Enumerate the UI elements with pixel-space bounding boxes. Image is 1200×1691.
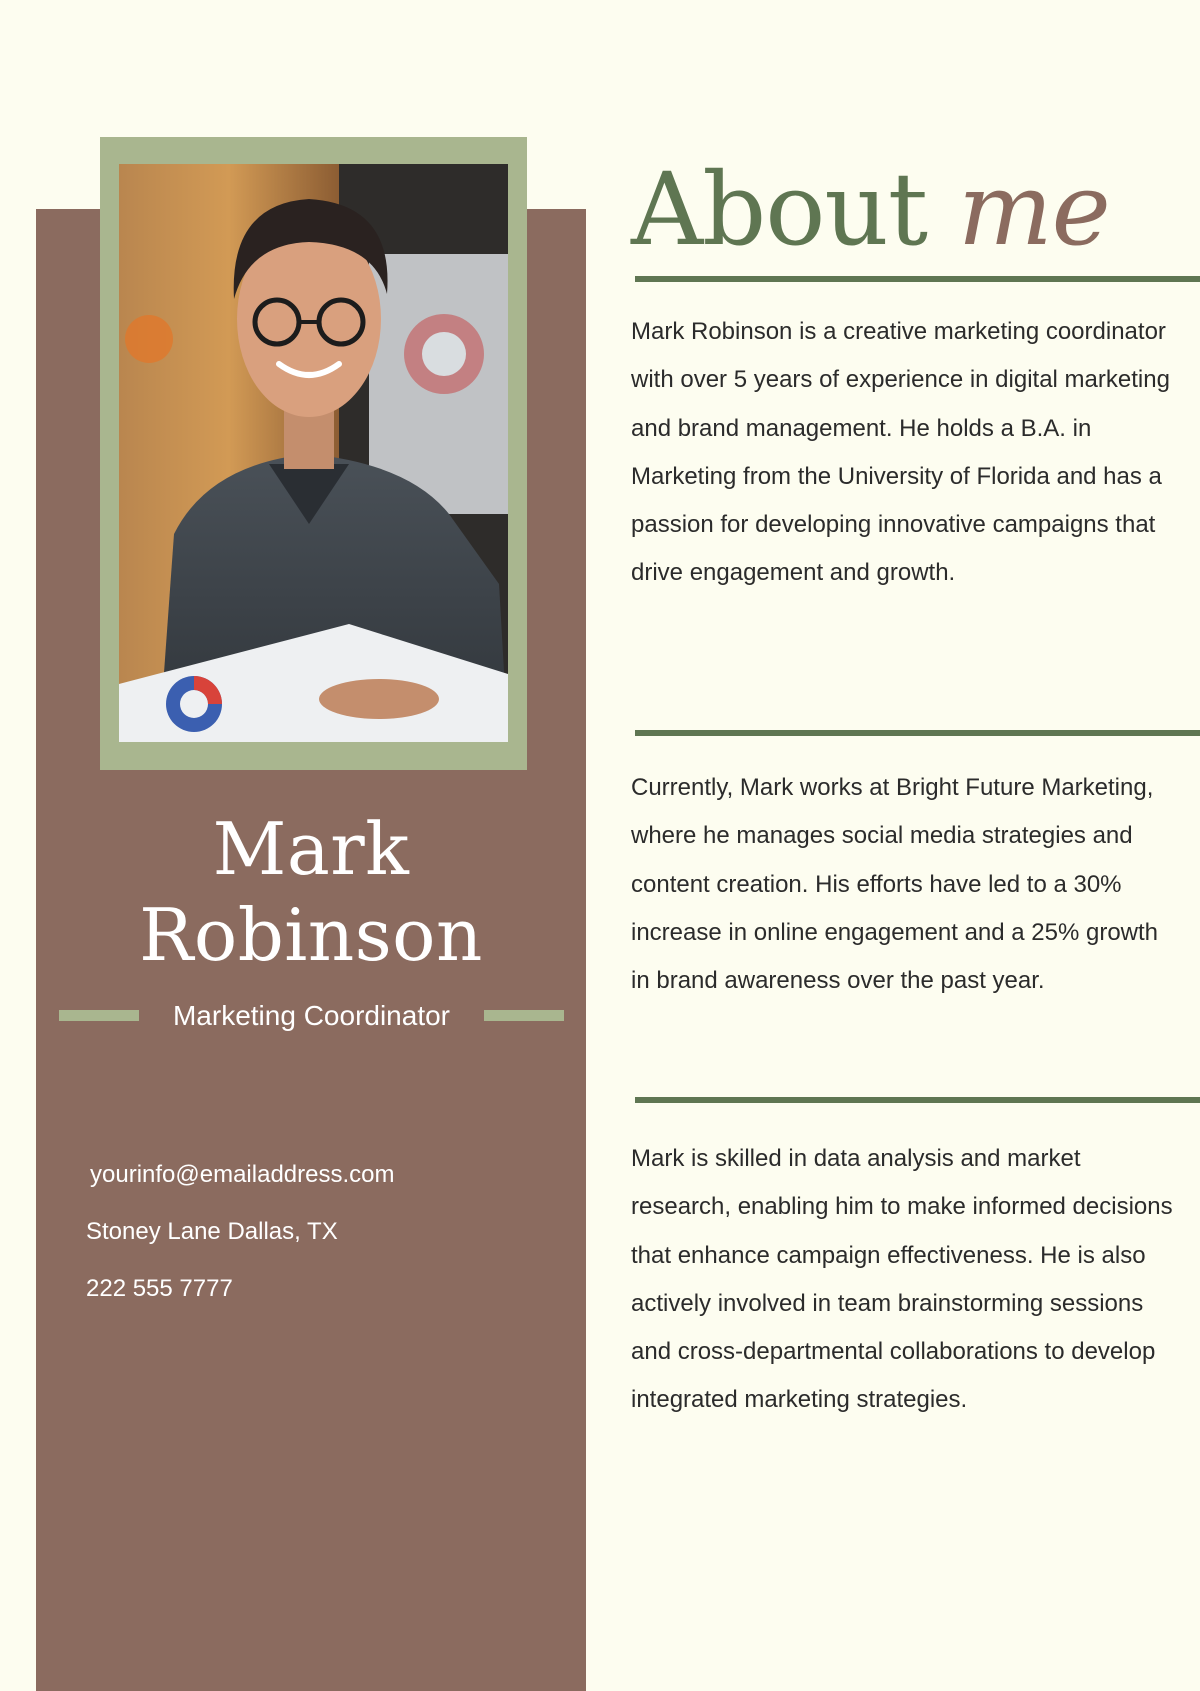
first-name: Mark: [212, 807, 410, 891]
about-paragraph-1: Mark Robinson is a creative marketing coordinator with over 5 years of experience in digital marketing and brand management. He holds a B.A. in Marketing from the University of Florida and has a passion for developing innovative campaigns that drive engagement and growth.: [631, 318, 1170, 587]
role-row: [59, 998, 564, 1034]
about-title-accent: me: [957, 151, 1110, 268]
section-divider-3: [635, 1097, 1200, 1103]
portrait-photo: [119, 164, 508, 742]
about-paragraph-3: Mark is skilled in data analysis and market research, enabling him to make informed decisions that enhance campaign effectiveness. He is also actively involved in team brainstorming sessions and cross-departmental collaborations to develop integrated marketing strategies.: [631, 1145, 1173, 1414]
section-divider-1: [635, 276, 1200, 282]
contact-email: yourinfo@emailaddress.com: [90, 1161, 395, 1188]
section-divider-2: [635, 730, 1200, 736]
role-divider-left: [59, 1010, 139, 1021]
photo-frame: [100, 137, 527, 770]
contact-block: [86, 1146, 395, 1317]
about-title-main: About: [631, 151, 928, 268]
contact-address: Stoney Lane Dallas, TX: [86, 1218, 338, 1245]
job-title: Marketing Coordinator: [172, 1000, 451, 1031]
contact-phone: 222 555 7777: [86, 1275, 233, 1302]
about-heading: [631, 150, 1110, 270]
last-name: Robinson: [139, 893, 483, 977]
role-divider-right: [484, 1010, 564, 1021]
about-paragraph-2: Currently, Mark works at Bright Future Marketing, where he manages social media strategies and content creation. His efforts have led to a 30% increase in online engagement and a 25% growth in brand awareness over the past year.: [631, 774, 1159, 995]
profile-name: [36, 806, 586, 978]
